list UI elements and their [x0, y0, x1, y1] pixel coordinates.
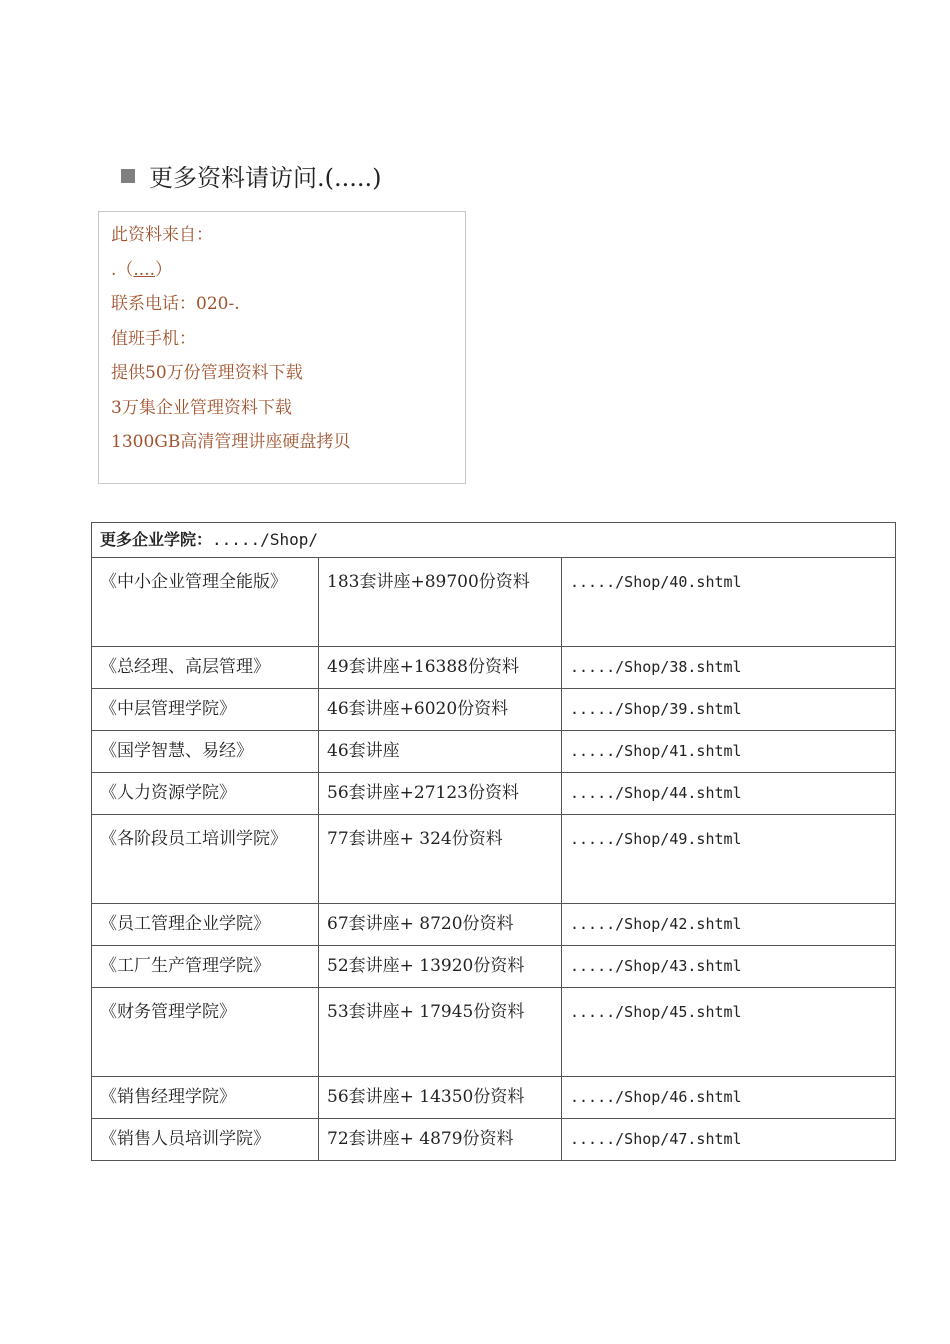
row-url[interactable]: ...../Shop/41.shtml	[562, 731, 896, 773]
row-url[interactable]: ...../Shop/38.shtml	[562, 647, 896, 689]
row-desc: 46套讲座+6020份资料	[319, 689, 562, 731]
row-name: 《财务管理学院》	[92, 988, 319, 1077]
row-desc: 56套讲座+27123份资料	[319, 773, 562, 815]
row-name: 《人力资源学院》	[92, 773, 319, 815]
table-header-row	[92, 523, 896, 558]
row-url[interactable]: ...../Shop/46.shtml	[562, 1077, 896, 1119]
table-row	[92, 1119, 896, 1161]
page-title	[121, 158, 382, 193]
row-url[interactable]: ...../Shop/44.shtml	[562, 773, 896, 815]
row-url[interactable]: ...../Shop/40.shtml	[562, 558, 896, 647]
row-name: 《中小企业管理全能版》	[92, 558, 319, 647]
row-name: 《工厂生产管理学院》	[92, 946, 319, 988]
row-name: 《国学智慧、易经》	[92, 731, 319, 773]
row-url[interactable]: ...../Shop/42.shtml	[562, 904, 896, 946]
shop-table	[91, 522, 896, 1161]
info-link-prefix: .（	[111, 259, 134, 280]
table-row	[92, 731, 896, 773]
table-row	[92, 1077, 896, 1119]
row-name: 《各阶段员工培训学院》	[92, 815, 319, 904]
row-url[interactable]: ...../Shop/47.shtml	[562, 1119, 896, 1161]
row-desc: 67套讲座+ 8720份资料	[319, 904, 562, 946]
info-offer-1: 提供50万份管理资料下载	[111, 363, 303, 383]
info-offer-3: 1300GB高清管理讲座硬盘拷贝	[111, 432, 351, 452]
row-name: 《员工管理企业学院》	[92, 904, 319, 946]
table-row	[92, 689, 896, 731]
row-desc: 72套讲座+ 4879份资料	[319, 1119, 562, 1161]
table-row	[92, 904, 896, 946]
table-header-url[interactable]: ...../Shop/	[212, 530, 318, 549]
row-desc: 49套讲座+16388份资料	[319, 647, 562, 689]
row-name: 《总经理、高层管理》	[92, 647, 319, 689]
row-url[interactable]: ...../Shop/49.shtml	[562, 815, 896, 904]
table-row	[92, 647, 896, 689]
row-desc: 183套讲座+89700份资料	[319, 558, 562, 647]
row-url[interactable]: ...../Shop/43.shtml	[562, 946, 896, 988]
row-url[interactable]: ...../Shop/45.shtml	[562, 988, 896, 1077]
row-desc: 46套讲座	[319, 731, 562, 773]
info-source-link[interactable]: ....	[133, 259, 156, 280]
table-row	[92, 815, 896, 904]
table-header-label: 更多企业学院：	[100, 530, 213, 549]
info-phone: 联系电话：020-.	[111, 294, 240, 314]
table-row	[92, 773, 896, 815]
info-source-label: 此资料来自：	[111, 225, 213, 245]
info-mobile: 值班手机：	[111, 328, 196, 349]
table-row	[92, 946, 896, 988]
row-name: 《销售经理学院》	[92, 1077, 319, 1119]
row-name: 《中层管理学院》	[92, 689, 319, 731]
row-desc: 56套讲座+ 14350份资料	[319, 1077, 562, 1119]
table-row	[92, 558, 896, 647]
row-url[interactable]: ...../Shop/39.shtml	[562, 689, 896, 731]
row-desc: 52套讲座+ 13920份资料	[319, 946, 562, 988]
square-bullet-icon	[121, 169, 135, 183]
row-desc: 53套讲座+ 17945份资料	[319, 988, 562, 1077]
row-name: 《销售人员培训学院》	[92, 1119, 319, 1161]
table-header-cell	[92, 523, 896, 558]
info-link-suffix: ）	[155, 259, 173, 280]
table-row	[92, 988, 896, 1077]
info-source-link-line	[111, 253, 465, 288]
info-offer-2: 3万集企业管理资料下载	[111, 397, 292, 418]
info-box	[98, 211, 466, 484]
page-title-text: 更多资料请访问.(.....)	[149, 164, 382, 192]
row-desc: 77套讲座+ 324份资料	[319, 815, 562, 904]
